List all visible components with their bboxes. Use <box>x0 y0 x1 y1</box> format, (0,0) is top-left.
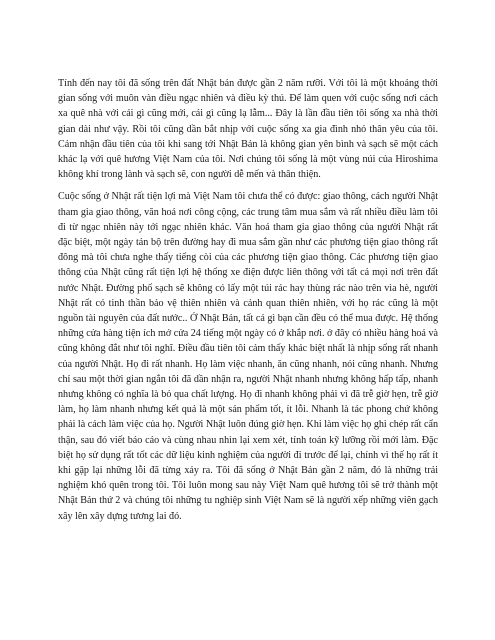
paragraph-2: Cuộc sống ở Nhật rất tiện lợi mà Việt Nam tôi chưa thể có được: giao thông, cách người Nhật tham gia giao thông, văn hoá nơi công cộng, các trung tâm mua sắm và rất nhiều điều làm tôi đi từ ngạc nhiên này tới ngạc nhiên khác. Văn hoá tham gia giao thông của người Nhật rất đặc biệt, một ngày tản bộ trên đường hay đi mua sắm gần như các phương tiện giao thông rất đông mà tôi chưa nghe thấy tiếng còi của các phương tiện giao thông. Các phương tiện giao thông của Nhật cũng rất tiện lợi hệ thống xe điện được liên thông với tất cả mọi nơi trên đất nước Nhật. Đường phố sạch sẽ không có lấy một túi rác hay thùng rác nào trên vìa hè, người Nhật rất có tinh thần bảo vệ thiên nhiên và cảnh quan thiên nhiên, với họ rác cũng là một nguồn tài nguyên của đất nước.. Ở Nhật Bản, tất cả gì bạn cần đều có thể mua được. Hệ thống những cửa hàng tiện ích mở cửa 24 tiếng một ngày có ở khắp nơi. ở đây có nhiều hàng hoá và cũng không đắt như tôi nghĩ. Điều đầu tiên tôi cảm thấy khác biệt nhất là nhịp sống rất nhanh của người Nhật. Họ đi rất nhanh. Họ làm việc nhanh, ăn cũng nhanh, nói cũng nhanh. Nhưng chỉ sau một thời gian ngắn tôi đã dần nhận ra, người Nhật nhanh nhưng không hấp tấp, nhanh nhưng không có nghĩa là bỏ qua chất lượng. Họ đi nhanh không phải vì đã trễ giờ hẹn, trễ giờ làm, họ làm nhanh nhưng kết quả là một sản phẩm tốt, ít lỗi. Nhanh là tác phong chứ không phải là cách làm việc của họ. Người Nhật luôn đúng giờ hẹn. Khi làm việc họ ghi chép rất cẩn thận, sau đó viết báo cáo và cùng nhau nhìn lại xem xét, tính toán kỹ lưỡng rồi mới làm. Đặc biệt họ sử dụng rất tốt các dữ liệu kinh nghiệm của người đi trước để lại, chính vì thế họ rất ít khi gặp lại những lỗi đã từng xảy ra. Tôi đã sống ở Nhật Bản gần 2 năm, đó là những trải nghiệm khó quên trong tôi. Tôi luôn mong sau này Việt Nam quê hương tôi sẽ trở thành một Nhật Bản thứ 2 và chúng tôi những tu nghiệp sinh Việt Nam sẽ là người xếp những viên gạch xây lên xây dựng tương lai đó. <box>58 191 438 522</box>
paragraph-1: Tính đến nay tôi đã sống trên đất Nhật bản được gần 2 năm rưỡi. Với tôi là một khoảng thời gian sống với muôn vàn điều ngạc nhiên và điều kỳ thú. Để làm quen với cuộc sống nơi cách xa quê nhà với cái gì cũng mới, cái gì cũng lạ lẫm... Đây là lần đầu tiên tôi sống xa nhà thời gian dài như vậy. Rồi tôi cũng dần bắt nhịp với cuộc sống xa gia đình nhỏ thân yêu của tôi. Cảm nhận đầu tiên của tôi khi sang tới Nhật Bản là không gian yên bình và sạch sẽ một cách khác lạ với quê hương Việt Nam của tôi. Nơi chúng tôi sống là một vùng núi của Hiroshima không khí trong lành và sạch sẽ, con người dễ mến và thân thiện. <box>58 78 438 181</box>
document-body <box>58 76 438 524</box>
